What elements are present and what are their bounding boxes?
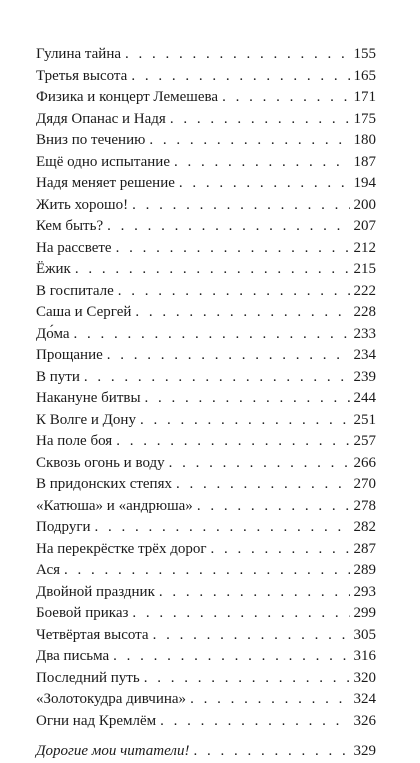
toc-entry-page: 287 — [353, 540, 376, 557]
toc-entry-title: Сквозь огонь и воду — [36, 454, 165, 471]
toc-entry-page: 329 — [353, 743, 376, 759]
toc-entry-page: 282 — [353, 519, 376, 535]
dot-leader — [169, 453, 350, 475]
toc-entry-page: 266 — [353, 454, 376, 471]
toc-entry-title: Огни над Кремлём — [36, 712, 157, 729]
toc-entry[interactable] — [36, 431, 376, 453]
toc-entry-title: Последний путь — [36, 669, 140, 686]
toc-entry-title: Жить хорошо! — [36, 196, 129, 213]
toc-entry[interactable] — [36, 87, 376, 109]
toc-entry-title: До́ма — [36, 325, 70, 342]
toc-entry-page: 278 — [353, 497, 376, 514]
toc-entry[interactable] — [36, 453, 376, 475]
toc-final-entry[interactable] — [36, 741, 376, 763]
toc-entry-title: В придонских степях — [36, 476, 172, 492]
toc-entry[interactable] — [36, 130, 376, 152]
toc-entry-page: 200 — [353, 196, 376, 213]
dot-leader — [159, 582, 350, 604]
toc-entry-page: 180 — [353, 132, 376, 148]
toc-entry-title: Ася — [36, 562, 61, 578]
toc-entry[interactable] — [36, 410, 376, 432]
toc-entry-page: 289 — [353, 562, 376, 578]
toc-entry-title: Ещё одно испытание — [36, 153, 170, 170]
toc-entry-page: 233 — [353, 325, 376, 342]
toc-entry-title: Четвёртая высота — [36, 626, 149, 643]
toc-entry[interactable] — [36, 646, 376, 668]
dot-leader — [118, 281, 350, 303]
toc-entry-title: Ёжик — [36, 261, 71, 277]
dot-leader — [222, 87, 349, 109]
toc-entry-page: 212 — [353, 239, 376, 256]
toc-entry-page: 305 — [353, 626, 376, 643]
toc-entry-title: Два письма — [36, 648, 110, 664]
toc-entry-page: 251 — [353, 411, 376, 428]
toc-entry-title: В пути — [36, 368, 80, 385]
toc-entry-title: На поле боя — [36, 433, 113, 449]
dot-leader — [116, 238, 350, 260]
toc-entry-title: Двойной праздник — [36, 583, 155, 600]
dot-leader — [140, 410, 350, 432]
toc-entry[interactable] — [36, 238, 376, 260]
dot-leader — [132, 195, 349, 217]
dot-leader — [131, 66, 349, 88]
toc-entry-title: На перекрёстке трёх дорог — [36, 540, 207, 557]
dot-leader — [132, 603, 349, 625]
dot-leader — [74, 324, 350, 346]
toc-entry[interactable] — [36, 281, 376, 303]
toc-entry[interactable] — [36, 539, 376, 561]
dot-leader — [64, 560, 349, 582]
toc-entry-page: 171 — [353, 89, 376, 105]
dot-leader — [174, 152, 350, 174]
toc-entry[interactable] — [36, 367, 376, 389]
toc-entry-page: 222 — [353, 282, 376, 299]
toc-entry[interactable] — [36, 195, 376, 217]
toc-entry[interactable] — [36, 324, 376, 346]
toc-entry-page: 215 — [353, 261, 376, 277]
dot-leader — [135, 302, 349, 324]
dot-leader — [197, 496, 350, 518]
dot-leader — [179, 173, 350, 195]
toc-entry[interactable] — [36, 345, 376, 367]
toc-entry[interactable] — [36, 582, 376, 604]
dot-leader — [176, 474, 350, 496]
toc-entry-title: Физика и концерт Лемешева — [36, 89, 219, 105]
toc-entry[interactable] — [36, 388, 376, 410]
toc-entry-page: 244 — [353, 390, 376, 406]
dot-leader — [107, 216, 349, 238]
toc-entry-title: Гулина тайна — [36, 46, 121, 62]
dot-leader — [144, 668, 350, 690]
toc-entry-page: 165 — [353, 67, 376, 84]
dot-leader — [107, 345, 350, 367]
dot-leader — [75, 259, 350, 281]
toc-entry[interactable] — [36, 517, 376, 539]
toc-entry[interactable] — [36, 711, 376, 733]
toc-entry-page: 194 — [353, 175, 376, 191]
dot-leader — [145, 388, 350, 410]
toc-entry[interactable] — [36, 66, 376, 88]
toc-entry-title: Кем быть? — [36, 218, 104, 234]
toc-entry[interactable] — [36, 625, 376, 647]
toc-entry[interactable] — [36, 173, 376, 195]
toc-entry-title: Вниз по течению — [36, 132, 146, 148]
toc-entry-title: В госпитале — [36, 282, 114, 299]
toc-entry-page: 326 — [353, 712, 376, 729]
toc-entry-title: Третья высота — [36, 67, 128, 84]
toc-entry-page: 175 — [353, 110, 376, 127]
toc-entry[interactable] — [36, 560, 376, 582]
dot-leader — [84, 367, 350, 389]
toc-entry[interactable] — [36, 259, 376, 281]
toc-entry-page: 257 — [353, 433, 376, 449]
toc-entry[interactable] — [36, 474, 376, 496]
dot-leader — [170, 109, 350, 131]
toc-entry-title: Саша и Сергей — [36, 304, 132, 320]
toc-entry-page: 293 — [353, 583, 376, 600]
toc-entry[interactable] — [36, 44, 376, 66]
toc-entry[interactable] — [36, 668, 376, 690]
toc-entry-page: 320 — [353, 669, 376, 686]
dot-leader — [153, 625, 350, 647]
toc-entry[interactable] — [36, 152, 376, 174]
toc-entry-page: 234 — [353, 347, 376, 363]
toc-entry[interactable] — [36, 109, 376, 131]
toc-entry[interactable] — [36, 603, 376, 625]
toc-entry-title: Прощание — [36, 347, 103, 363]
toc-entry-page: 239 — [353, 368, 376, 385]
dot-leader — [116, 431, 349, 453]
toc-entry-title: Боевой приказ — [36, 605, 129, 621]
toc-entry-page: 316 — [353, 648, 376, 664]
toc-entry-page: 228 — [353, 304, 376, 320]
toc-entry-page: 187 — [353, 153, 376, 170]
toc-entry-page: 270 — [353, 476, 376, 492]
table-of-contents — [36, 44, 376, 763]
section-spacer — [36, 732, 376, 741]
toc-entry[interactable] — [36, 496, 376, 518]
toc-entry-title: Подруги — [36, 519, 91, 535]
dot-leader — [125, 44, 350, 66]
dot-leader — [160, 711, 349, 733]
dot-leader — [149, 130, 349, 152]
toc-entry-title: Накануне битвы — [36, 390, 141, 406]
toc-entry-title: К Волге и Дону — [36, 411, 136, 428]
toc-entry[interactable] — [36, 302, 376, 324]
dot-leader — [211, 539, 350, 561]
dot-leader — [95, 517, 350, 539]
toc-entry-page: 155 — [353, 46, 376, 62]
toc-entry-title: Дядя Опанас и Надя — [36, 110, 166, 127]
toc-entry-page: 207 — [353, 218, 376, 234]
toc-entry-title: На рассвете — [36, 239, 112, 256]
dot-leader — [113, 646, 349, 668]
toc-entry-page: 324 — [353, 691, 376, 707]
dot-leader — [193, 741, 349, 763]
toc-entry-title: «Золотокудра дивчина» — [36, 691, 187, 707]
toc-entry-title: Дорогие мои читатели! — [36, 743, 190, 759]
toc-entry-title: «Катюша» и «андрюша» — [36, 497, 193, 514]
toc-entry-title: Надя меняет решение — [36, 175, 175, 191]
toc-entry[interactable] — [36, 216, 376, 238]
toc-entry-page: 299 — [353, 605, 376, 621]
